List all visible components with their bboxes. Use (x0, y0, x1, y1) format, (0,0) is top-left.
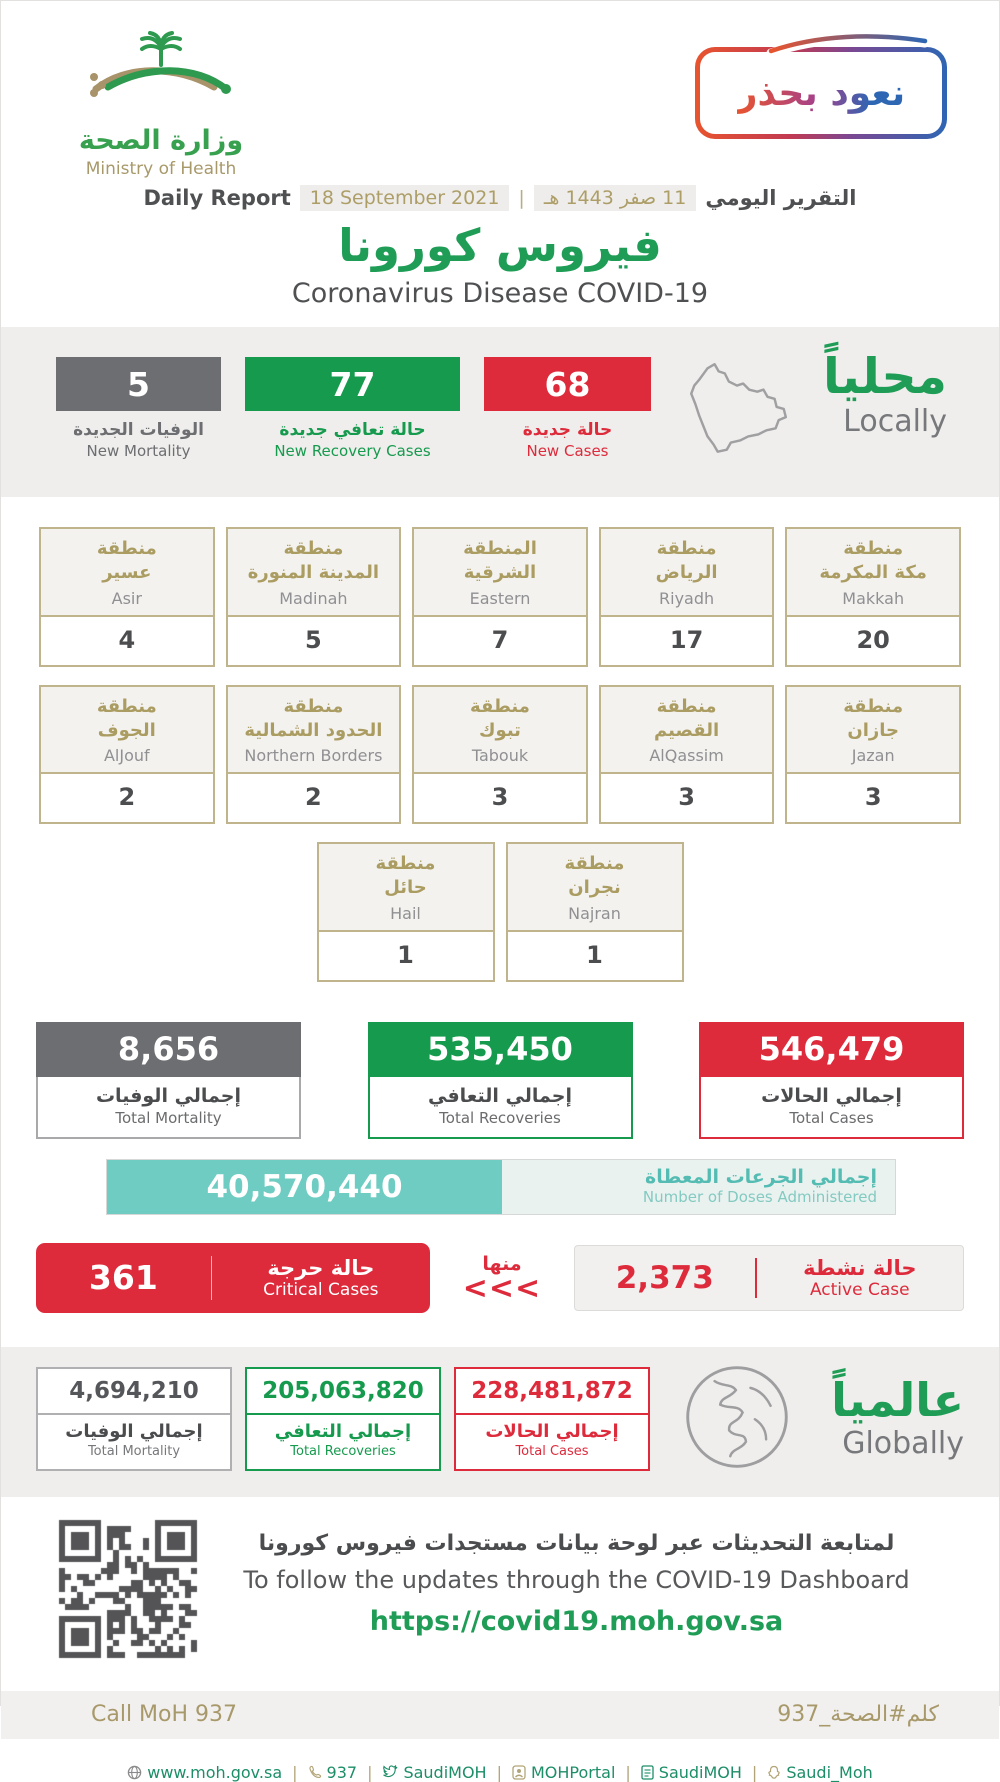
dashboard-url-link[interactable]: https://covid19.moh.gov.sa (369, 1605, 784, 1637)
date-separator: | (518, 187, 525, 209)
region-card-hail (317, 842, 495, 982)
locally-section (1, 327, 999, 497)
region-name-en: Eastern (469, 588, 531, 608)
region-case-count: 7 (491, 625, 509, 654)
region-name-en: Madinah (279, 588, 348, 608)
globally-section (1, 1347, 999, 1497)
document-icon (641, 1765, 654, 1780)
badge-slogan: نعود بحذر (736, 72, 906, 114)
active-cases-value: 2,373 (615, 1259, 714, 1296)
hashtag-label: كلم#الصحة_937 (777, 1702, 939, 1728)
region-card-jazan (785, 685, 961, 825)
return-with-caution-badge (695, 47, 947, 139)
critical-cases-box: 361 حالة حرجة Critical Cases (36, 1243, 430, 1313)
ministry-name-arabic: وزارة الصحة (78, 125, 244, 156)
region-header (228, 687, 400, 775)
region-row-2 (39, 685, 961, 825)
twitter-icon (382, 1765, 398, 1779)
region-header (319, 844, 493, 932)
region-header (414, 529, 586, 617)
region-name-ar: منطقة تبوك (470, 695, 530, 741)
region-case-count: 5 (305, 625, 322, 654)
new-recovery-value: 77 (245, 357, 460, 411)
region-case-count: 20 (856, 625, 890, 654)
footer-saudimoh-2: SaudiMOH (641, 1763, 742, 1782)
footer-links: www.moh.gov.sa | 937 | SaudiMOH | MOHPortal | SaudiMOH | Saudi_Moh (1, 1763, 999, 1782)
region-case-count: 2 (118, 783, 136, 812)
region-case-count: 17 (669, 625, 704, 654)
moh-palm-swords-icon (76, 27, 246, 119)
regions-grid (39, 527, 961, 982)
region-card-najran (506, 842, 684, 982)
globally-heading-en: Globally (842, 1426, 964, 1462)
footer-twitter: SaudiMOH (382, 1763, 486, 1782)
region-case-count: 4 (118, 625, 136, 654)
region-card-eastern (412, 527, 588, 667)
region-card-tabouk (412, 685, 588, 825)
globally-heading-ar: عالمياً (831, 1373, 964, 1428)
region-header (41, 529, 213, 617)
region-card-northern-borders (226, 685, 402, 825)
total-mortality: 8,656 إجمالي الوفيات Total Mortality (36, 1022, 301, 1139)
region-name-ar: منطقة الجوف (96, 695, 157, 741)
region-card-aljouf (39, 685, 215, 825)
new-mortality-value: 5 (56, 357, 221, 411)
region-name-en: Riyadh (659, 588, 715, 608)
region-header (414, 687, 586, 775)
region-name-ar: منطقة جازان (843, 695, 904, 741)
globally-heading (831, 1373, 964, 1462)
new-cases-stat: 68 حالة جديدة New Cases (484, 357, 651, 460)
region-name-en: Jazan (851, 746, 895, 766)
region-header (601, 687, 773, 775)
region-row-1 (39, 527, 961, 667)
region-name-en: Northern Borders (244, 746, 383, 766)
daily-report-label-en: Daily Report (143, 186, 291, 210)
saudi-map-icon (677, 351, 799, 471)
dashboard-info (1, 1517, 999, 1667)
total-cases: 546,479 إجمالي الحالات Total Cases (699, 1022, 964, 1139)
globe-icon (127, 1765, 142, 1780)
region-name-en: Asir (111, 588, 142, 608)
of-which-indicator: منها <<< (430, 1253, 574, 1302)
doses-administered: 40,570,440 إجمالي الجرعات المعطاة Number of Doses Administered (106, 1159, 896, 1215)
page-title-arabic: فيروس كورونا (338, 219, 662, 272)
new-recovery-stat: 77 حالة تعافي جديدة New Recovery Cases (245, 357, 460, 460)
region-row-3 (39, 842, 961, 982)
new-mortality-stat: 5 الوفيات الجديدة New Mortality (56, 357, 221, 460)
region-header (787, 529, 959, 617)
badge-swoosh-icon (763, 33, 933, 59)
globe-icon (681, 1361, 793, 1477)
local-totals (36, 1022, 964, 1139)
region-name-en: Najran (568, 903, 621, 923)
region-name-en: Hail (390, 903, 421, 923)
region-header (787, 687, 959, 775)
region-card-riyadh (599, 527, 775, 667)
region-name-ar: منطقة مكة المكرمة (819, 538, 927, 584)
person-icon (512, 1765, 526, 1780)
region-header (601, 529, 773, 617)
critical-active-row (1, 1243, 999, 1313)
new-cases-value: 68 (484, 357, 651, 411)
gregorian-date: 18 September 2021 (300, 185, 510, 211)
page-title-english: Coronavirus Disease COVID-19 (291, 278, 709, 309)
locally-heading-en: Locally (843, 404, 947, 440)
phone-icon (308, 1765, 322, 1779)
hijri-date: 11 صفر 1443 هـ (534, 185, 697, 211)
total-recoveries: 535,450 إجمالي التعافي Total Recoveries (368, 1022, 633, 1139)
region-name-ar: منطقة عسير (96, 538, 157, 584)
locally-heading-ar: محلياً (822, 348, 947, 405)
region-name-en: Tabouk (471, 746, 529, 766)
region-case-count: 2 (305, 783, 322, 812)
moh-logo (41, 27, 281, 179)
critical-cases-value: 361 (88, 1258, 158, 1298)
report-date-line (1, 185, 999, 211)
footer-snapchat: Saudi_Moh (767, 1763, 872, 1782)
doses-value: 40,570,440 (107, 1160, 502, 1214)
region-case-count: 1 (397, 940, 414, 969)
active-cases-box: 2,373 حالة نشطة Active Case (574, 1245, 964, 1311)
call-moh-label: Call MoH 937 (91, 1702, 238, 1728)
region-name-ar: منطقة الحدود الشمالية (244, 695, 383, 741)
footer-moh-portal: MOHPortal (512, 1763, 615, 1782)
region-name-ar: منطقة نجران (564, 853, 625, 899)
region-name-ar: المنطقة الشرقية (463, 538, 537, 584)
region-card-asir (39, 527, 215, 667)
region-card-alqassim (599, 685, 775, 825)
qr-code (56, 1517, 206, 1667)
global-total-recoveries: 205,063,820 إجمالي التعافي Total Recoveries (245, 1367, 441, 1471)
region-name-en: AlQassim (649, 746, 724, 766)
region-card-madinah (226, 527, 402, 667)
locally-heading (822, 348, 947, 440)
region-name-ar: منطقة حائل (375, 853, 436, 899)
region-name-ar: منطقة الرياض (655, 538, 718, 584)
footer-phone: 937 (308, 1763, 358, 1782)
region-name-ar: منطقة القصيم (654, 695, 720, 741)
region-header (41, 687, 213, 775)
snapchat-icon (767, 1765, 781, 1780)
global-total-cases: 228,481,872 إجمالي الحالات Total Cases (454, 1367, 650, 1471)
region-header (228, 529, 400, 617)
region-case-count: 1 (586, 940, 603, 969)
region-case-count: 3 (678, 783, 695, 812)
footer-website: www.moh.gov.sa (127, 1763, 282, 1782)
global-total-mortality: 4,694,210 إجمالي الوفيات Total Mortality (36, 1367, 232, 1471)
region-name-ar: منطقة المدينة المنورة (247, 538, 380, 584)
call-moh-band (1, 1691, 999, 1739)
daily-report-label-ar: التقرير اليومي (705, 186, 857, 210)
left-chevrons-icon: <<< (462, 1271, 542, 1307)
region-name-en: AlJouf (103, 746, 150, 766)
region-card-makkah (785, 527, 961, 667)
ministry-name-english: Ministry of Health (85, 159, 237, 179)
dashboard-line-ar: لمتابعة التحديثات عبر لوحة بيانات مستجدات فيروس كورونا (258, 1530, 895, 1556)
region-name-en: Makkah (842, 588, 905, 608)
header (1, 1, 999, 179)
region-header (508, 844, 682, 932)
dashboard-line-en: To follow the updates through the COVID-19 Dashboard (243, 1565, 910, 1594)
region-case-count: 3 (864, 783, 882, 812)
region-case-count: 3 (491, 783, 509, 812)
